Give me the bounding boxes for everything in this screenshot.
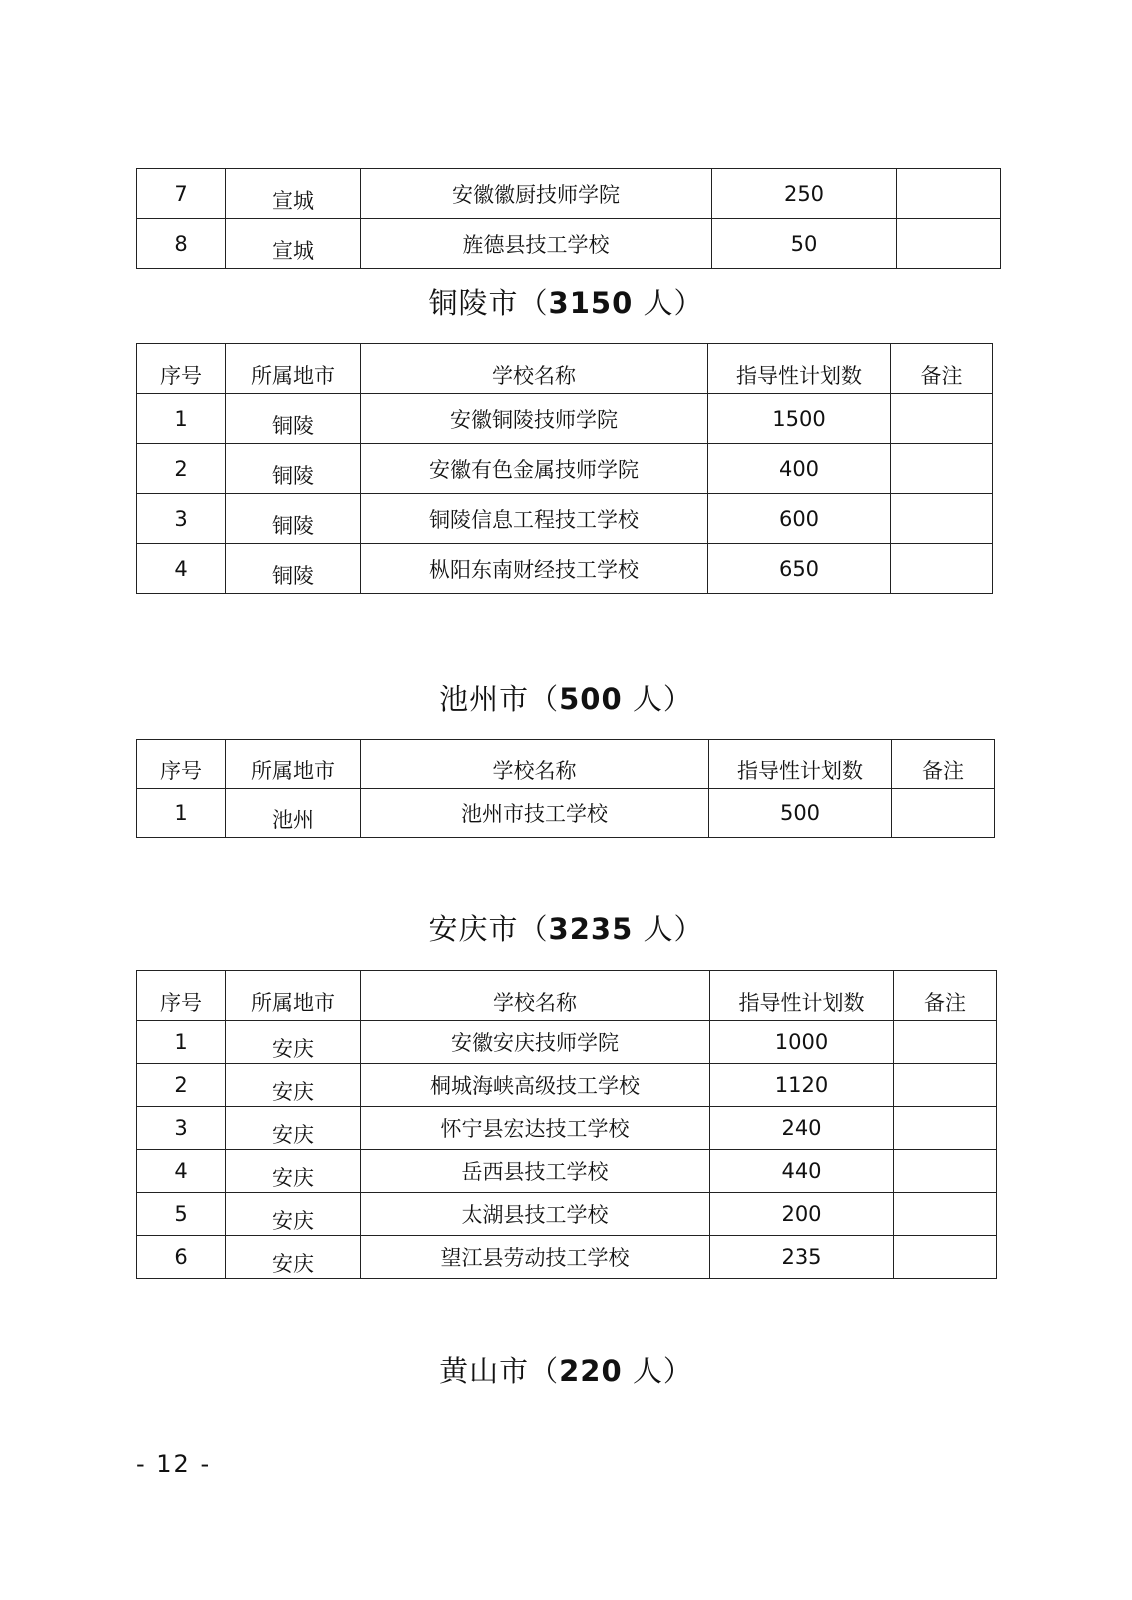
page-number: - 12 - xyxy=(136,1450,212,1478)
section-heading-tongling: 铜陵市（3150 人） xyxy=(428,286,704,320)
school-name-cell: 旌德县技工学校 xyxy=(361,219,712,269)
city-cell: 铜陵 xyxy=(226,544,361,594)
school-name-cell: 怀宁县宏达技工学校 xyxy=(361,1107,710,1150)
plan-count-cell: 235 xyxy=(710,1236,894,1279)
table-header-row xyxy=(137,344,993,394)
header-no: 序号 xyxy=(137,740,226,789)
city-cell: 铜陵 xyxy=(226,494,361,544)
school-name-cell: 安徽铜陵技师学院 xyxy=(361,394,708,444)
table-row xyxy=(137,219,1001,269)
note-cell xyxy=(894,1150,997,1193)
plan-count-cell: 240 xyxy=(710,1107,894,1150)
anqing-table xyxy=(136,970,997,1279)
city-cell: 宣城 xyxy=(226,219,361,269)
header-school: 学校名称 xyxy=(361,971,710,1021)
header-note: 备注 xyxy=(892,740,995,789)
note-cell xyxy=(894,1021,997,1064)
header-city: 所属地市 xyxy=(226,971,361,1021)
plan-count-cell: 650 xyxy=(708,544,891,594)
table-row xyxy=(137,1064,997,1107)
city-cell: 安庆 xyxy=(226,1193,361,1236)
city-cell: 铜陵 xyxy=(226,394,361,444)
header-school: 学校名称 xyxy=(361,740,709,789)
header-no: 序号 xyxy=(137,344,226,394)
plan-count-cell: 440 xyxy=(710,1150,894,1193)
table-row xyxy=(137,494,993,544)
note-cell xyxy=(894,1064,997,1107)
row-number: 6 xyxy=(137,1236,226,1279)
row-number: 4 xyxy=(137,1150,226,1193)
school-name-cell: 桐城海峡高级技工学校 xyxy=(361,1064,710,1107)
plan-count-cell: 500 xyxy=(709,789,892,838)
header-city: 所属地市 xyxy=(226,740,361,789)
row-number: 1 xyxy=(137,394,226,444)
table-header-row xyxy=(137,740,995,789)
school-name-cell: 池州市技工学校 xyxy=(361,789,709,838)
plan-count-cell: 600 xyxy=(708,494,891,544)
city-cell: 安庆 xyxy=(226,1107,361,1150)
row-number: 1 xyxy=(137,789,226,838)
plan-count-cell: 400 xyxy=(708,444,891,494)
header-plan: 指导性计划数 xyxy=(710,971,894,1021)
note-cell xyxy=(897,169,1001,219)
plan-count-cell: 1000 xyxy=(710,1021,894,1064)
row-number: 3 xyxy=(137,494,226,544)
table-row xyxy=(137,169,1001,219)
table-row xyxy=(137,444,993,494)
school-name-cell: 安徽徽厨技师学院 xyxy=(361,169,712,219)
header-note: 备注 xyxy=(891,344,993,394)
header-no: 序号 xyxy=(137,971,226,1021)
school-name-cell: 铜陵信息工程技工学校 xyxy=(361,494,708,544)
school-name-cell: 岳西县技工学校 xyxy=(361,1150,710,1193)
header-city: 所属地市 xyxy=(226,344,361,394)
header-note: 备注 xyxy=(894,971,997,1021)
table-row xyxy=(137,789,995,838)
city-cell: 池州 xyxy=(226,789,361,838)
city-cell: 安庆 xyxy=(226,1064,361,1107)
table-header-row xyxy=(137,971,997,1021)
table-row xyxy=(137,1107,997,1150)
note-cell xyxy=(891,544,993,594)
row-number: 8 xyxy=(137,219,226,269)
row-number: 4 xyxy=(137,544,226,594)
header-plan: 指导性计划数 xyxy=(708,344,891,394)
table-row xyxy=(137,1150,997,1193)
tongling-table xyxy=(136,343,993,594)
city-cell: 安庆 xyxy=(226,1021,361,1064)
row-number: 1 xyxy=(137,1021,226,1064)
school-name-cell: 安徽安庆技师学院 xyxy=(361,1021,710,1064)
row-number: 3 xyxy=(137,1107,226,1150)
note-cell xyxy=(894,1107,997,1150)
plan-count-cell: 250 xyxy=(712,169,897,219)
section-heading-anqing: 安庆市（3235 人） xyxy=(428,912,704,946)
note-cell xyxy=(891,494,993,544)
note-cell xyxy=(894,1236,997,1279)
plan-count-cell: 1120 xyxy=(710,1064,894,1107)
note-cell xyxy=(894,1193,997,1236)
note-cell xyxy=(897,219,1001,269)
note-cell xyxy=(891,444,993,494)
section-heading-huangshan: 黄山市（220 人） xyxy=(439,1354,693,1388)
table-row xyxy=(137,394,993,444)
school-name-cell: 望江县劳动技工学校 xyxy=(361,1236,710,1279)
school-name-cell: 安徽有色金属技师学院 xyxy=(361,444,708,494)
city-cell: 宣城 xyxy=(226,169,361,219)
plan-count-cell: 1500 xyxy=(708,394,891,444)
city-cell: 安庆 xyxy=(226,1150,361,1193)
city-cell: 铜陵 xyxy=(226,444,361,494)
header-plan: 指导性计划数 xyxy=(709,740,892,789)
row-number: 7 xyxy=(137,169,226,219)
row-number: 2 xyxy=(137,444,226,494)
section-heading-chizhou: 池州市（500 人） xyxy=(439,682,693,716)
row-number: 5 xyxy=(137,1193,226,1236)
note-cell xyxy=(892,789,995,838)
header-school: 学校名称 xyxy=(361,344,708,394)
table-row xyxy=(137,1236,997,1279)
plan-count-cell: 200 xyxy=(710,1193,894,1236)
city-cell: 安庆 xyxy=(226,1236,361,1279)
row-number: 2 xyxy=(137,1064,226,1107)
table-row xyxy=(137,1193,997,1236)
school-name-cell: 太湖县技工学校 xyxy=(361,1193,710,1236)
xuancheng-table xyxy=(136,168,1001,269)
plan-count-cell: 50 xyxy=(712,219,897,269)
table-row xyxy=(137,1021,997,1064)
chizhou-table xyxy=(136,739,995,838)
school-name-cell: 枞阳东南财经技工学校 xyxy=(361,544,708,594)
note-cell xyxy=(891,394,993,444)
table-row xyxy=(137,544,993,594)
